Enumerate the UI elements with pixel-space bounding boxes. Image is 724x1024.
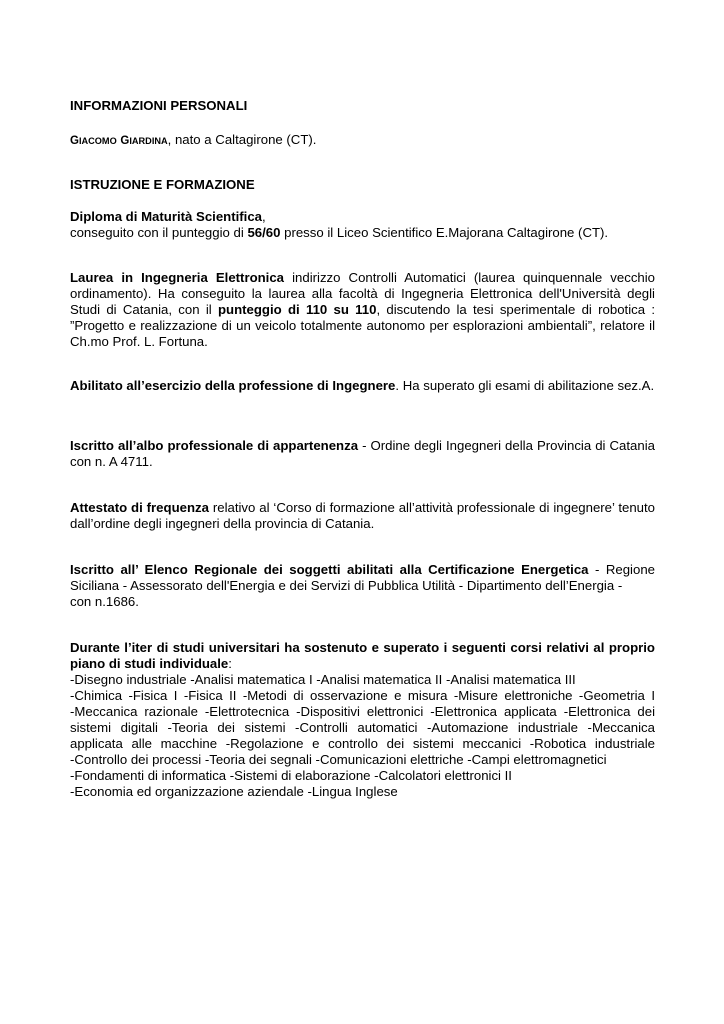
diploma-score: 56/60 — [247, 225, 281, 240]
abilitato-entry: Abilitato all’esercizio della professione di Ingegnere. Ha superato gli esami di abilitazione sez.A. — [70, 378, 655, 393]
diploma-entry: Diploma di Maturità Scientifica, conseguito con il punteggio di 56/60 presso il Liceo Scientifico E.Majorana Caltagirone (CT). — [70, 209, 655, 241]
abilitato-title: Abilitato all’esercizio della professione di Ingegnere — [70, 378, 396, 393]
name-last: GIARDINA — [120, 135, 168, 147]
heading-education: ISTRUZIONE E FORMAZIONE — [70, 177, 255, 192]
course-line: applicata alle macchine -Regolazione e controllo dei sistemi meccanici -Robotica industriale — [70, 736, 655, 751]
albo-title: Iscritto all’albo professionale di appartenenza — [70, 438, 359, 453]
diploma-details: conseguito con il punteggio di 56/60 presso il Liceo Scientifico E.Majorana Caltagirone (CT). — [70, 225, 609, 240]
personal-name-line — [70, 132, 655, 149]
name-first: GIACOMO — [70, 135, 117, 147]
course-line: -Chimica -Fisica I -Fisica II -Metodi di osservazione e misura -Misure elettroniche -Geometria I — [70, 688, 655, 703]
corsi-entry — [70, 640, 655, 800]
laurea-entry: Laurea in Ingegneria Elettronica indirizzo Controlli Automatici (laurea quinquennale vecchio ordinamento). Ha conseguito la laurea alla facoltà di Ingegneria Elettronica dell'Università degli Studi di Catania, con il punteggio di 110 su 110, discutendo la tesi sperimentale di robotica : ”Progetto e realizzazione di un veicolo totalmente autonomo per esplorazioni ambientali”, relatore il Ch.mo Prof. L. Fortuna. — [70, 270, 656, 349]
elenco-entry: Iscritto all’ Elenco Regionale dei soggetti abilitati alla Certificazione Energetica - Regione Siciliana - Assessorato dell'Energia e dei Servizi di Pubblica Utilità - Dipartimento dell’Energia - con n.1686. — [70, 562, 655, 609]
diploma-title: Diploma di Maturità Scientifica — [70, 209, 262, 224]
birth-info: , nato a Caltagirone (CT). — [167, 132, 317, 147]
course-line: -Disegno industriale -Analisi matematica I -Analisi matematica II -Analisi matematica III — [70, 672, 576, 687]
course-line: -Meccanica razionale -Elettrotecnica -Dispositivi elettronici -Elettronica applicata -Elettronica dei — [70, 704, 655, 719]
albo-entry: Iscritto all’albo professionale di appartenenza - Ordine degli Ingegneri della Provincia di Catania con n. A 4711. — [70, 438, 655, 469]
heading-personal-info: INFORMAZIONI PERSONALI — [70, 98, 248, 113]
attestato-entry: Attestato di frequenza relativo al ‘Corso di formazione all’attività professionale di ingegnere’ tenuto dall’ordine degli ingegneri della provincia di Catania. — [70, 500, 656, 531]
course-line: -Fondamenti di informatica -Sistemi di elaborazione -Calcolatori elettronici II — [70, 768, 512, 783]
corsi-intro: Durante l’iter di studi universitari ha sostenuto e superato i seguenti corsi relativi al proprio piano di studi individuale: — [70, 640, 655, 671]
attestato-title: Attestato di frequenza — [70, 500, 209, 515]
course-line: -Controllo dei processi -Teoria dei segnali -Comunicazioni elettriche -Campi elettromagnetici — [70, 752, 607, 767]
elenco-title: Iscritto all’ Elenco Regionale dei soggetti abilitati alla Certificazione Energetica — [70, 562, 589, 577]
course-line: -Economia ed organizzazione aziendale -Lingua Inglese — [70, 784, 398, 799]
course-line: sistemi digitali -Teoria dei sistemi -Controlli automatici -Automazione industriale -Meccanica — [70, 720, 655, 735]
laurea-score: punteggio di 110 su 110 — [217, 302, 377, 317]
laurea-title: Laurea in Ingegneria Elettronica — [70, 270, 285, 285]
